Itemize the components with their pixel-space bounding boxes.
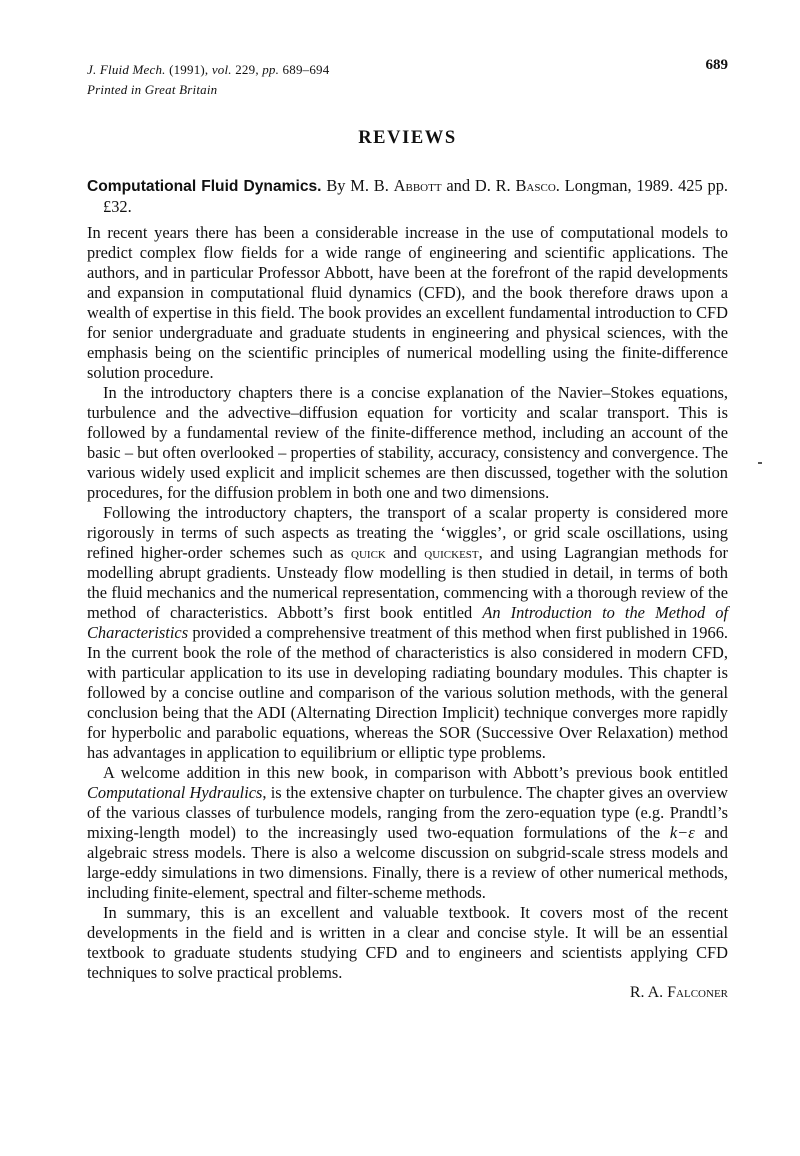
- paragraph-2: In the introductory chapters there is a concise explanation of the Navier–Stokes equations, turbulence and the advective–diffusion equation for vorticity and scalar transport. This is followed by a fundamental review of the finite-difference method, including an account of the basic – but often overlooked – properties of stability, accuracy, consistency and convergence. The various widely used explicit and implicit schemes are then discussed, together with the solution procedures, for the diffusion problem in both one and two dimensions.: [87, 383, 728, 502]
- paragraph-5: In summary, this is an excellent and valuable textbook. It covers most of the recent developments in the field and is written in a clear and concise style. It will be an essential textbook to graduate students studying CFD and to engineers and scientists applying CFD techniques to solve practical problems.: [87, 903, 728, 982]
- book-review: [87, 176, 728, 1003]
- author-surname-1: Abbott: [393, 176, 442, 195]
- math-k-epsilon: k−ε: [669, 823, 695, 842]
- running-head: [87, 57, 728, 100]
- and-label: and D. R.: [446, 176, 511, 195]
- cited-book-title: An Introduction to the Method of Characteristics: [87, 603, 728, 642]
- text-run: , and using Lagrangian methods for modelling abrupt gradients. Unsteady flow modelling is then studied in detail, in terms of both the fluid mechanics and the numerical representation, commencing with a thorough review of the method of characteristics. Abbott’s first book entitled: [87, 543, 728, 622]
- text-run: Following the introductory chapters, the transport of a scalar property is considered more rigorously in terms of such aspects as treating the ‘wiggles’, or grid scale oscillations, using refined higher-order schemes such as: [87, 503, 728, 562]
- printed-in: Printed in Great Britain: [87, 82, 218, 97]
- paragraph-1: In recent years there has been a considerable increase in the use of computational models to predict complex flow fields for a wide range of engineering and scientific applications. The authors, and in particular Professor Abbott, have been at the forefront of the rapid developments and expansion in computational fluid dynamics (CFD), and the book therefore draws upon a wealth of expertise in this field. The book provides an excellent fundamental introduction to CFD for senior undergraduate and graduate students in engineering and physical sciences, with the emphasis being on the scientific principles of numerical modelling using the finite-difference solution procedure.: [87, 223, 728, 382]
- margin-mark: [758, 462, 762, 464]
- book-title: Computational Fluid Dynamics.: [87, 178, 322, 195]
- text-run: provided a comprehensive treatment of this method when first published in 1966. In the current book the role of the method of characteristics is also considered in modern CFD, with particular application to its use in developing radiating boundary modules. This chapter is followed by a concise outline and comparison of the various solution methods, with the general conclusion being that the ADI (Alternating Direction Implicit) technique converges more rapidly for hyperbolic and parabolic equations, whereas the SOR (Successive Over Relaxation) method has advantages in application to equilibrium or elliptic type problems.: [87, 623, 728, 762]
- publisher-details: . Longman, 1989. 425 pp. £32.: [103, 176, 729, 216]
- journal-citation: [87, 60, 728, 80]
- volume-number: 229,: [235, 62, 259, 77]
- journal-year: (1991),: [169, 62, 209, 77]
- journal-name: J. Fluid Mech.: [87, 62, 166, 77]
- volume-label: vol.: [211, 62, 232, 77]
- text-run: A welcome addition in this new book, in comparison with Abbott’s previous book entitled: [103, 763, 728, 782]
- section-title: REVIEWS: [358, 128, 457, 148]
- review-body: [87, 223, 728, 983]
- text-run: , is the extensive chapter on turbulence. The chapter gives an overview of the various classes of turbulence models, ranging from the zero-equation type (e.g. Prandtl’s mixing-length model) to the increasingly used two-equation formulations of the: [87, 783, 728, 842]
- author-surname-2: Basco: [515, 176, 556, 195]
- by-label: By M. B.: [326, 176, 389, 195]
- cited-book-title: Computational Hydraulics: [87, 783, 263, 802]
- paragraph-3: [87, 503, 728, 763]
- reviewer-name: R. A. Falconer: [629, 984, 728, 1001]
- scheme-name-quick: quick: [351, 543, 386, 562]
- pages-label: pp.: [262, 62, 280, 77]
- text-run: and algebraic stress models. There is also a welcome discussion on subgrid-scale stress models and large-eddy simulations in two dimensions. Finally, there is a review of other numerical methods, including finite-element, spectral and filter-scheme methods.: [87, 823, 728, 902]
- paragraph-4: [87, 763, 728, 903]
- page-number: 689: [705, 57, 728, 73]
- text-run: and: [385, 543, 425, 562]
- page-range: 689–694: [282, 62, 330, 77]
- review-heading: [87, 176, 728, 217]
- scheme-name-quickest: quickest: [424, 543, 479, 562]
